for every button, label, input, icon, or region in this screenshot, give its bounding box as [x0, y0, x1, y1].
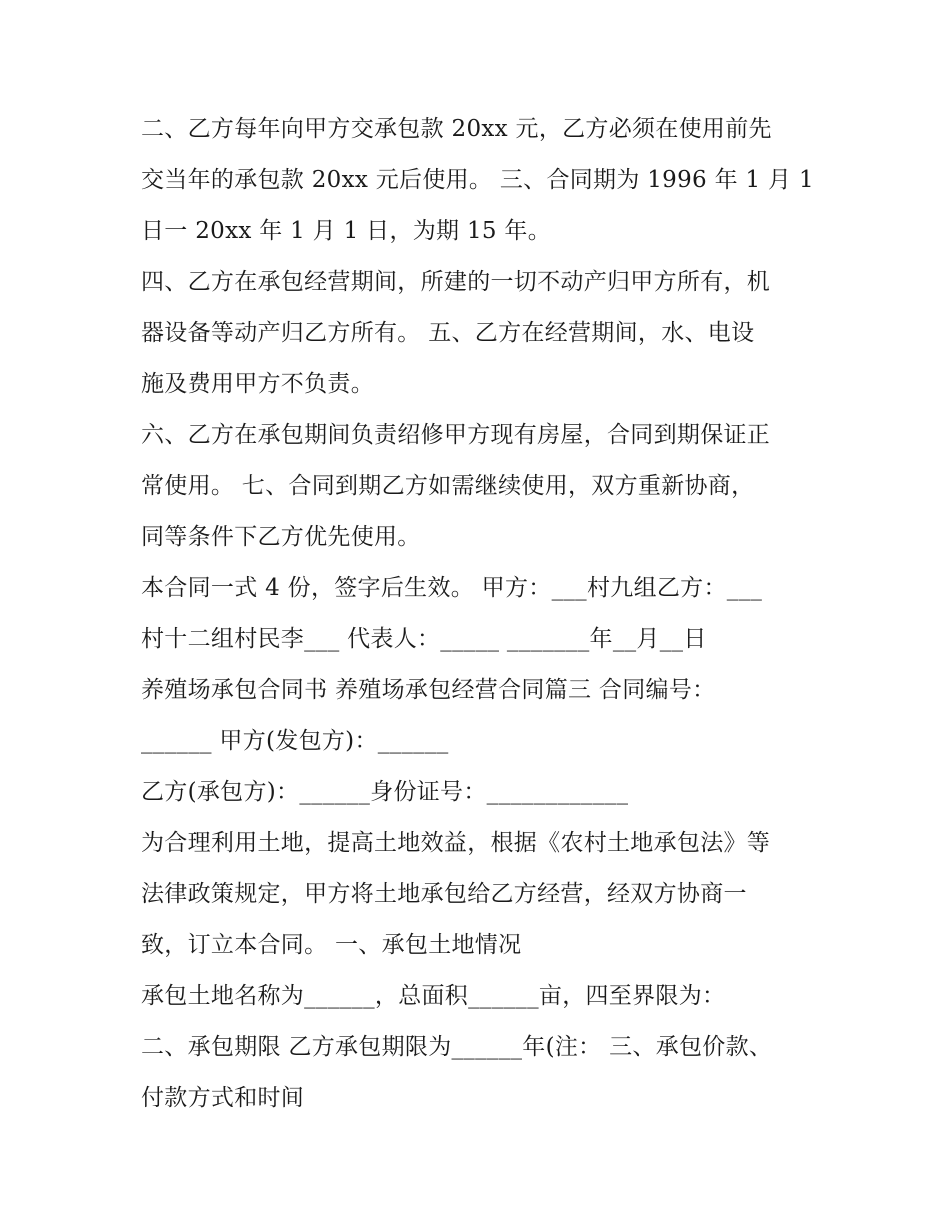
text-line: 乙方(承包方)：______身份证号：____________ [141, 779, 629, 805]
document-body [141, 104, 831, 1124]
text-line: 六、乙方在承包期间负责绍修甲方现有房屋，合同到期保证正 [141, 422, 771, 448]
text-line: 日一 20xx 年 1 月 1 日，为期 15 年。 [141, 218, 552, 244]
text-line: 二、乙方每年向甲方交承包款 20xx 元，乙方必须在使用前先 [141, 116, 772, 142]
text-line: 为合理利用土地，提高土地效益，根据《农村土地承包法》等 [141, 830, 771, 856]
text-line: 四、乙方在承包经营期间，所建的一切不动产归甲方所有，机 [141, 269, 771, 295]
text-line: 养殖场承包合同书 养殖场承包经营合同篇三 合同编号： [141, 677, 716, 703]
text-line: 施及费用甲方不负责。 [141, 371, 374, 397]
text-line: 交当年的承包款 20xx 元后使用。 三、合同期为 1996 年 1 月 1 [141, 167, 814, 193]
text-line: 法律政策规定，甲方将土地承包给乙方经营，经双方协商一 [141, 881, 747, 907]
text-line: 器设备等动产归乙方所有。 五、乙方在经营期间，水、电设 [141, 320, 755, 346]
text-line: ______ 甲方(发包方)：______ [141, 728, 449, 754]
text-line: 承包土地名称为______，总面积______亩，四至界限为： [141, 983, 726, 1009]
text-line: 致，订立本合同。 一、承包土地情况 [141, 932, 522, 958]
text-line: 付款方式和时间 [141, 1085, 305, 1111]
text-line: 常使用。 七、合同到期乙方如需继续使用，双方重新协商， [141, 473, 755, 499]
text-line: 本合同一式 4 份，签字后生效。 甲方：___村九组乙方：___ [141, 575, 763, 601]
text-line: 同等条件下乙方优先使用。 [141, 524, 421, 550]
text-line: 村十二组村民李___ 代表人：_____ _______年__月__日 [141, 626, 707, 652]
text-line: 二、承包期限 乙方承包期限为______年(注： 三、承包价款、 [141, 1034, 773, 1060]
